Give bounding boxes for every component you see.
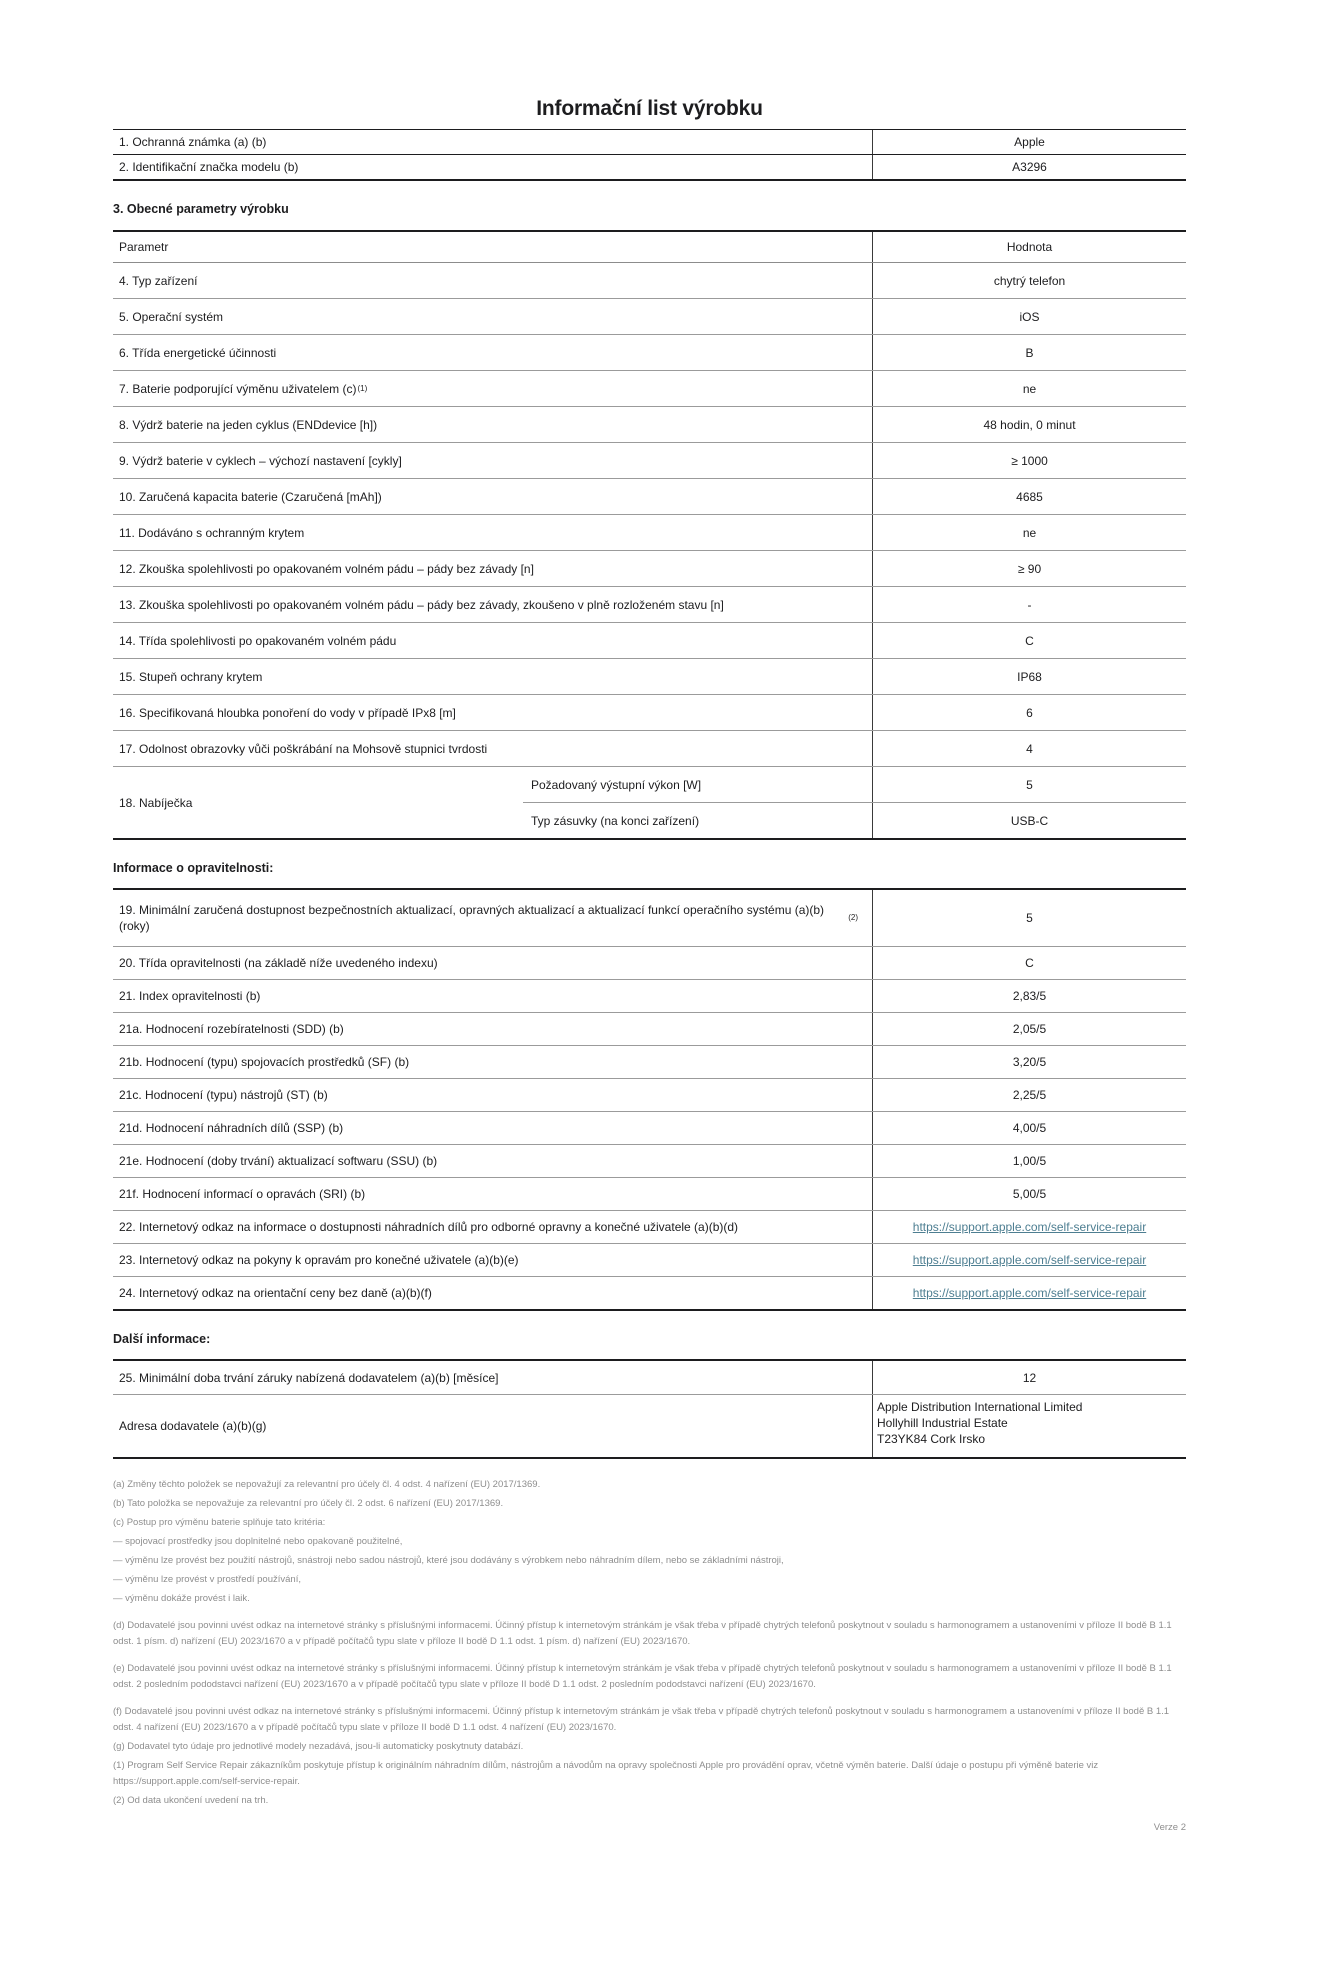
param-value [872, 1277, 1186, 1309]
table-row [113, 1361, 1186, 1395]
param-label: 9. Výdrž baterie v cyklech – výchozí nastavení [cykly] [119, 453, 402, 468]
table-row [113, 980, 1186, 1013]
footnote-criterion: — spojovací prostředky jsou doplnitelné nebo opakovaně použitelné, [113, 1536, 403, 1547]
table-row [113, 1244, 1186, 1277]
self-service-repair-link[interactable]: https://support.apple.com/self-service-repair [912, 1286, 1147, 1300]
table-row [113, 1211, 1186, 1244]
param-label: 20. Třída opravitelnosti (na základě níže uvedeného indexu) [119, 956, 438, 970]
param-value [872, 1244, 1186, 1276]
param-value: C [872, 947, 1186, 979]
param-label: 17. Odolnost obrazovky vůči poškrábání na Mohsově stupnici tvrdosti [119, 741, 488, 756]
param-label: 14. Třída spolehlivosti po opakovaném volném pádu [119, 633, 397, 648]
param-label: 21e. Hodnocení (doby trvání) aktualizací softwaru (SSU) (b) [119, 1154, 438, 1168]
footnote: (f) Dodavatelé jsou povinni uvést odkaz na internetové stránky s příslušnými informacemi. Účinný přístup k internetovým stránkám je však třeba v případě chytrých telefonů poskytnout v souladu s harmonogramem a ustanoveními v příloze II bodě B 1.1 odst. 4 nařízení (EU) 2023/1670 a v případě počítačů typu slate v příloze II bodě D 1.1 odst. 4 nařízení (EU) 2023/1670. [113, 1706, 1170, 1733]
table-subrow [523, 803, 1186, 838]
table-row [113, 1112, 1186, 1145]
table-row [113, 731, 1186, 767]
param-label: 13. Zkouška spolehlivosti po opakovaném volném pádu – pády bez závady, zkoušeno v plně rozloženém stavu [n] [119, 597, 724, 612]
param-value: 3,20/5 [872, 1046, 1186, 1078]
param-value: iOS [872, 299, 1186, 334]
param-label: 16. Specifikovaná hloubka ponoření do vody v případě IPx8 [m] [119, 705, 456, 720]
param-label: 22. Internetový odkaz na informace o dostupnosti náhradních dílů pro odborné opravny a konečné uživatele (a)(b)(d) [119, 1220, 739, 1234]
param-label: 4. Typ zařízení [119, 273, 198, 288]
footnotes-section [113, 1477, 1186, 1809]
param-value: 5,00/5 [872, 1178, 1186, 1210]
table-row [113, 623, 1186, 659]
param-label: 7. Baterie podporující výměnu uživatelem (c) (1) [119, 381, 368, 396]
param-value: ≥ 90 [872, 551, 1186, 586]
param-value: C [872, 623, 1186, 658]
table-subrow [523, 767, 1186, 803]
param-label: 15. Stupeň ochrany krytem [119, 669, 263, 684]
param-label-text: 7. Baterie podporující výměnu uživatelem (c) [119, 381, 357, 396]
footnote: (a) Změny těchto položek se nepovažují za relevantní pro účely čl. 4 odst. 4 nařízení (EU) 2017/1369. [113, 1479, 541, 1490]
table-row-supplier-address [113, 1395, 1186, 1457]
param-value: IP68 [872, 659, 1186, 694]
supplier-address-line: Hollyhill Industrial Estate [877, 1416, 1008, 1430]
self-service-repair-link[interactable]: https://support.apple.com/self-service-repair [912, 1253, 1147, 1267]
table-row [113, 443, 1186, 479]
table-row [113, 1046, 1186, 1079]
table-row [113, 1079, 1186, 1112]
table-row [113, 371, 1186, 407]
page-title: Informační list výrobku [536, 97, 763, 120]
param-value: chytrý telefon [872, 263, 1186, 298]
param-value: 1,00/5 [872, 1145, 1186, 1177]
table-row [113, 1145, 1186, 1178]
param-label: 1. Ochranná známka (a) (b) [119, 135, 267, 149]
table-row [113, 263, 1186, 299]
table-row [113, 515, 1186, 551]
footnote: (b) Tato položka se nepovažuje za relevantní pro účely čl. 2 odst. 6 nařízení (EU) 2017/1369. [113, 1498, 504, 1509]
footnote: (c) Postup pro výměnu baterie splňuje tato kritéria: [113, 1517, 326, 1528]
param-label: 25. Minimální doba trvání záruky nabízená dodavatelem (a)(b) [měsíce] [119, 1370, 499, 1385]
general-parameters-table [113, 230, 1186, 840]
param-value: 4,00/5 [872, 1112, 1186, 1144]
table-row [113, 890, 1186, 947]
table-row [113, 130, 1186, 155]
param-label: 5. Operační systém [119, 309, 224, 324]
table-row [113, 155, 1186, 179]
table-row [113, 659, 1186, 695]
param-label: 21. Index opravitelnosti (b) [119, 989, 261, 1003]
param-value: 4685 [872, 479, 1186, 514]
table-row [113, 335, 1186, 371]
param-label: 10. Zaručená kapacita baterie (Czaručená [mAh]) [119, 489, 382, 504]
param-value [872, 1211, 1186, 1243]
table-row [113, 1178, 1186, 1211]
footnote-criterion: — výměnu dokáže provést i laik. [113, 1593, 250, 1604]
param-sublabel: Typ zásuvky (na konci zařízení) [531, 813, 700, 828]
footnote-criterion: — výměnu lze provést bez použití nástrojů, snástroji nebo sadou nástrojů, které jsou dodávány s výrobkem nebo náhradním dílem, nebo se základními nástroji, [113, 1555, 784, 1566]
supplier-address-line: Apple Distribution International Limited [877, 1400, 1083, 1414]
param-value: 12 [872, 1361, 1186, 1394]
supplier-address [872, 1395, 1186, 1457]
self-service-repair-link[interactable]: https://support.apple.com/self-service-repair [912, 1220, 1147, 1234]
supplier-address-line: T23YK84 Cork Irsko [877, 1432, 986, 1446]
param-label: 19. Minimální zaručená dostupnost bezpečnostních aktualizací, opravných aktualizací a aktualizací funkcí operačního systému (a)(b)(roky) (2) [119, 903, 858, 933]
param-sublabel: Požadovaný výstupní výkon [W] [531, 777, 702, 792]
product-information-sheet [113, 96, 1186, 1833]
footnote: (g) Dodavatel tyto údaje pro jednotlivé modely nezadává, jsou-li automaticky poskytnuty databází. [113, 1741, 524, 1752]
param-label: 12. Zkouška spolehlivosti po opakovaném volném pádu – pády bez závady [n] [119, 561, 534, 576]
column-header-value: Hodnota [872, 232, 1186, 262]
table-row [113, 947, 1186, 980]
param-value: 4 [872, 731, 1186, 766]
section-heading-additional: Další informace: [113, 1332, 211, 1346]
param-label: 21f. Hodnocení informací o opravách (SRI) (b) [119, 1187, 366, 1201]
param-label: Adresa dodavatele (a)(b)(g) [119, 1419, 267, 1433]
column-header-parameter: Parametr [119, 240, 169, 254]
version-label: Verze 2 [1153, 1822, 1186, 1833]
table-row [113, 299, 1186, 335]
table-row [113, 479, 1186, 515]
param-value: A3296 [872, 155, 1186, 179]
table-row [113, 1277, 1186, 1309]
table-row [113, 407, 1186, 443]
param-value: ne [872, 515, 1186, 550]
param-label: 8. Výdrž baterie na jeden cyklus (ENDdevice [h]) [119, 417, 378, 432]
param-value: 2,25/5 [872, 1079, 1186, 1111]
param-value: 48 hodin, 0 minut [872, 407, 1186, 442]
footnote: (1) Program Self Service Repair zákazníkům poskytuje přístup k originálním náhradním dílům, nástrojům a návodům na opravy společnosti Apple pro provádění oprav, včetně výměn baterie. Další údaje o postupu při výměně baterie viz https://support.apple.com/self-service-repair. [113, 1760, 1099, 1787]
table-header-row [113, 232, 1186, 263]
param-label: 21b. Hodnocení (typu) spojovacích prostředků (SF) (b) [119, 1055, 410, 1069]
param-value: ≥ 1000 [872, 443, 1186, 478]
param-label-text: 19. Minimální zaručená dostupnost bezpečnostních aktualizací, opravných aktualizací a aktualizací funkcí operačního systému (a)(b)(roky) [119, 903, 825, 933]
footnote: (d) Dodavatelé jsou povinni uvést odkaz na internetové stránky s příslušnými informacemi. Účinný přístup k internetovým stránkám je však třeba v případě chytrých telefonů poskytnout v souladu s harmonogramem a ustanoveními v příloze II bodě B 1.1 odst. 1 písm. d) nařízení (EU) 2023/1670 a v případě počítačů typu slate v příloze II bodě D 1.1 odst. 1 písm. d) nařízení (EU) 2023/1670. [113, 1620, 1172, 1647]
table-row [113, 587, 1186, 623]
param-label: 18. Nabíječka [119, 795, 193, 810]
charger-subtable [523, 767, 1186, 838]
param-value: USB-C [872, 803, 1186, 838]
footnote: (2) Od data ukončení uvedení na trh. [113, 1795, 269, 1806]
param-value: 2,83/5 [872, 980, 1186, 1012]
param-value: 5 [872, 767, 1186, 802]
param-label: 2. Identifikační značka modelu (b) [119, 160, 299, 174]
identification-table [113, 129, 1186, 181]
param-value: 6 [872, 695, 1186, 730]
footnote-criterion: — výměnu lze provést v prostředí používání, [113, 1574, 301, 1585]
table-row [113, 1013, 1186, 1046]
param-label: 11. Dodáváno s ochranným krytem [119, 525, 305, 540]
section-heading-general: 3. Obecné parametry výrobku [113, 202, 289, 216]
param-label: 21c. Hodnocení (typu) nástrojů (ST) (b) [119, 1088, 328, 1102]
footnote: (e) Dodavatelé jsou povinni uvést odkaz na internetové stránky s příslušnými informacemi. Účinný přístup k internetovým stránkám je však třeba v případě chytrých telefonů poskytnout v souladu s harmonogramem a ustanoveními v příloze II bodě B 1.1 odst. 2 posledním pododstavci nařízení (EU) 2023/1670 a v případě počítačů typu slate v příloze II bodě D 1.1 odst. 2 posledním pododstavci nařízení (EU) 2023/1670. [113, 1663, 1172, 1690]
param-label: 24. Internetový odkaz na orientační ceny bez daně (a)(b)(f) [119, 1286, 432, 1300]
param-value: ne [872, 371, 1186, 406]
repairability-table [113, 888, 1186, 1311]
param-value: 5 [872, 890, 1186, 946]
param-label: 21a. Hodnocení rozebíratelnosti (SDD) (b) [119, 1022, 344, 1036]
table-row-charger [113, 767, 1186, 838]
param-value: Apple [872, 130, 1186, 154]
param-value: - [872, 587, 1186, 622]
param-label: 21d. Hodnocení náhradních dílů (SSP) (b) [119, 1121, 344, 1135]
param-label: 6. Třída energetické účinnosti [119, 345, 277, 360]
additional-information-table [113, 1359, 1186, 1459]
section-heading-repairability: Informace o opravitelnosti: [113, 861, 274, 875]
table-row [113, 551, 1186, 587]
param-value: 2,05/5 [872, 1013, 1186, 1045]
table-row [113, 695, 1186, 731]
param-value: B [872, 335, 1186, 370]
param-label: 23. Internetový odkaz na pokyny k opravám pro konečné uživatele (a)(b)(e) [119, 1253, 519, 1267]
